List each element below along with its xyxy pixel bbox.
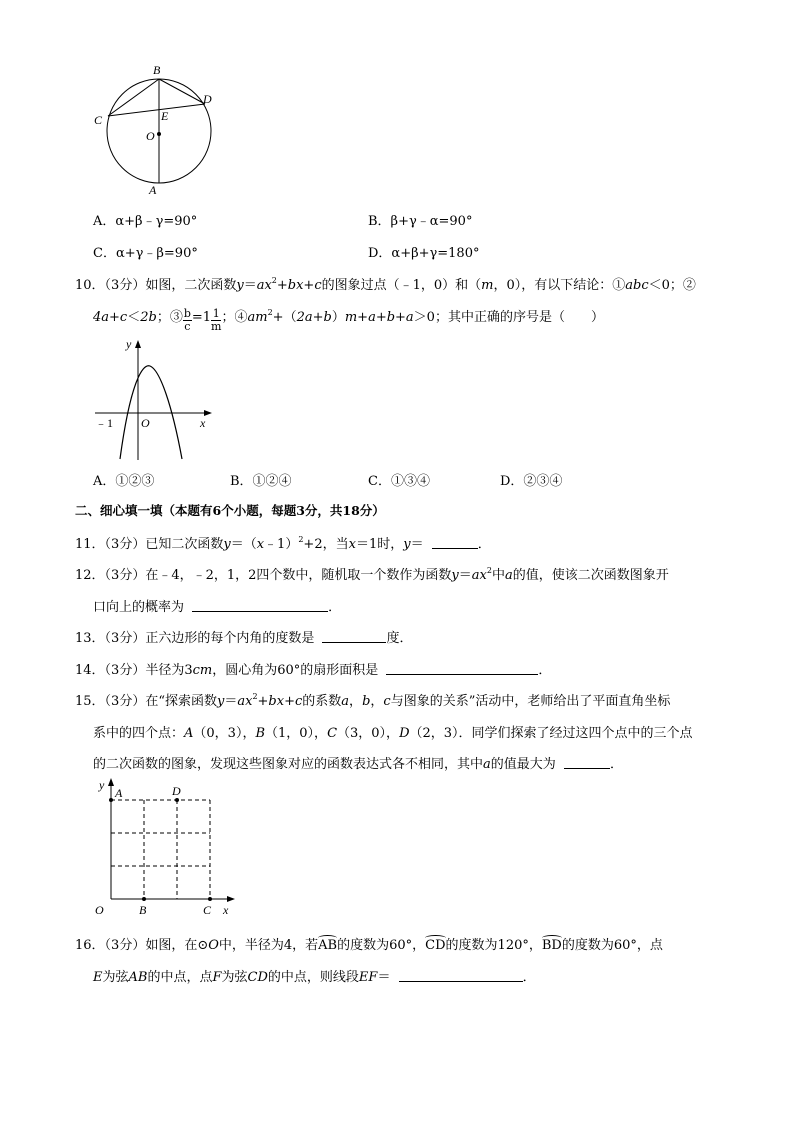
q9-option-d: D．α+β+γ=180°	[368, 246, 480, 261]
text: 的值最大为	[490, 757, 556, 772]
text: 12．（3分）在﹣4，﹣2，1，2四个数中，随机取一个数作为函数	[75, 568, 452, 583]
text: （0，3），	[193, 726, 256, 741]
label-O: O	[146, 129, 155, 143]
point-D	[175, 798, 179, 802]
text: 口向上的概率为	[93, 600, 185, 615]
text: 为弦	[221, 970, 248, 985]
text: 的度数为60°，点	[561, 938, 663, 953]
var: AB	[128, 970, 148, 985]
text: ）	[331, 310, 345, 325]
y-axis-arrow	[135, 340, 141, 348]
var: m	[481, 278, 494, 293]
var: ax	[471, 568, 487, 583]
q9-option-a: A．α+β﹣γ=90°	[93, 214, 198, 229]
var: b	[362, 694, 371, 709]
arc-ab: AB	[318, 938, 338, 953]
text: 的系数	[302, 694, 342, 709]
sup: 2	[298, 535, 304, 544]
label-D: D	[172, 784, 181, 798]
arc-bd: BD	[541, 938, 562, 953]
label-A: A	[115, 786, 123, 800]
frac-num: b	[183, 307, 191, 320]
label-y: y	[99, 778, 105, 792]
fraction-1-over-m	[211, 308, 221, 333]
label-A: A	[149, 183, 157, 197]
text: 14．（3分）半径为3	[75, 663, 193, 678]
q10-option-b: B．①②④	[230, 474, 292, 489]
point-C	[208, 897, 212, 901]
var: +bx+c	[257, 694, 303, 709]
text: ；④	[221, 310, 248, 325]
text: 中	[491, 568, 505, 583]
q16-line1	[75, 934, 663, 953]
var: B	[255, 726, 266, 741]
var: +bx+c	[276, 278, 322, 293]
section-title: 二、细心填一填（本题有6个小题，每题3分，共18分）	[75, 503, 385, 518]
text: ＝（	[230, 537, 257, 552]
text: ＝	[410, 537, 424, 552]
q15-line2	[93, 722, 693, 741]
fraction-b-over-c	[183, 308, 192, 333]
text: （1，0），	[265, 726, 328, 741]
arc-cd: CD	[425, 938, 446, 953]
q10-line1	[75, 274, 696, 293]
var: c	[383, 694, 391, 709]
text: ；③	[156, 310, 183, 325]
label-x: x	[223, 903, 229, 917]
q10-line2	[93, 306, 604, 333]
x-axis-arrow	[227, 896, 235, 902]
sup: 2	[486, 566, 492, 575]
text: =1	[191, 310, 212, 325]
label-E: E	[161, 109, 169, 123]
label-O: O	[141, 416, 150, 430]
var: y	[403, 537, 411, 552]
text: 15．（3分）在“探索函数	[75, 694, 217, 709]
var: E	[93, 970, 103, 985]
chord-bd	[159, 79, 205, 104]
label-B: B	[139, 903, 147, 917]
text: 10．（3分）如图，二次函数	[75, 278, 237, 293]
text: 为弦	[102, 970, 129, 985]
var: x	[256, 537, 265, 552]
q14	[75, 659, 551, 678]
q13	[75, 627, 412, 646]
text: 与图象的关系”活动中，老师给出了平面直角坐标	[390, 694, 671, 709]
text: ＝	[243, 278, 257, 293]
text: +2，当	[303, 537, 349, 552]
var: A	[184, 726, 194, 741]
text: ．	[609, 757, 623, 772]
answer-blank[interactable]	[386, 663, 538, 675]
text: 系中的四个点：	[93, 726, 185, 741]
text: 的图象过点（﹣1，0）和（	[321, 278, 482, 293]
text: ．	[477, 537, 491, 552]
q16-line2	[93, 966, 536, 985]
q15-line1	[75, 690, 670, 709]
q12-line1	[75, 564, 669, 583]
var: ax	[256, 278, 272, 293]
sup: 2	[252, 692, 258, 701]
q10-option-d: D．②③④	[500, 474, 563, 489]
parabola-figure	[90, 335, 220, 465]
q9-option-c: C．α+γ﹣β=90°	[93, 246, 198, 261]
frac-num: 1	[212, 307, 220, 320]
var: cm	[192, 663, 213, 678]
text: （2，3）．同学们探索了经过这四个点中的三个点	[409, 726, 693, 741]
var: CD	[247, 970, 268, 985]
text: ．	[538, 663, 552, 678]
answer-blank[interactable]	[564, 757, 610, 769]
var: ax	[237, 694, 253, 709]
text: ＝	[458, 568, 472, 583]
var: y	[451, 568, 459, 583]
var: 2a+b	[296, 310, 332, 325]
var: 4a+c	[93, 310, 128, 325]
text: 度．	[386, 631, 413, 646]
text: ＜	[127, 310, 141, 325]
var: EF	[358, 970, 378, 985]
label-O: O	[95, 903, 104, 917]
q9-option-b: B．β+γ﹣α=90°	[368, 214, 473, 229]
q15-line3	[93, 753, 623, 772]
label-y: y	[126, 337, 132, 351]
dashed-grid	[111, 800, 210, 899]
answer-blank[interactable]	[399, 970, 523, 982]
text: ，圆心角为60°的扇形面积是	[212, 663, 379, 678]
y-axis-arrow	[108, 778, 114, 786]
var: abc	[625, 278, 649, 293]
var: D	[399, 726, 410, 741]
text: ．	[522, 970, 536, 985]
var: 2b	[140, 310, 157, 325]
text: 的值，使该二次函数图象开	[512, 568, 669, 583]
answer-blank[interactable]	[432, 537, 478, 549]
text: 中，半径为4，若	[218, 938, 319, 953]
var: am	[247, 310, 268, 325]
frac-den: c	[184, 320, 191, 333]
text: 的二次函数的图象，发现这些图象对应的函数表达式各不相同，其中	[93, 757, 484, 772]
var: C	[327, 726, 338, 741]
label-C: C	[203, 903, 212, 917]
q11	[75, 533, 491, 552]
text: 的度数为60°，	[337, 938, 426, 953]
q12-line2	[93, 596, 341, 615]
text: ＝	[224, 694, 238, 709]
text: ＞0；其中正确的序号是（ ）	[413, 310, 604, 325]
var: O	[208, 938, 219, 953]
var: x	[348, 537, 356, 552]
text: ，0），有以下结论：①	[493, 278, 626, 293]
label-x: x	[200, 416, 206, 430]
text: ，	[370, 694, 384, 709]
point-B	[142, 897, 146, 901]
circle-figure	[88, 58, 228, 198]
text: 的中点，点	[147, 970, 213, 985]
label-B: B	[153, 63, 161, 77]
answer-blank[interactable]	[192, 600, 328, 612]
sup: 2	[271, 276, 277, 285]
text: 16．（3分）如图，在⊙	[75, 938, 209, 953]
label-C: C	[94, 113, 103, 127]
var: F	[212, 970, 222, 985]
sup: 2	[267, 308, 273, 317]
q10-option-c: C．①③④	[368, 474, 430, 489]
var: m+a+b+a	[344, 310, 414, 325]
text: ，	[349, 694, 363, 709]
var: a	[483, 757, 491, 772]
text: +（	[272, 310, 297, 325]
text: ＝	[377, 970, 391, 985]
var: y	[236, 278, 244, 293]
center-dot	[157, 132, 161, 136]
var: y	[216, 694, 225, 709]
q10-option-a: A．①②③	[93, 474, 155, 489]
point-A	[109, 798, 113, 802]
text: ﹣1）	[264, 537, 299, 552]
label-D: D	[203, 92, 212, 106]
var: a	[341, 694, 350, 709]
text: 的度数为120°，	[445, 938, 542, 953]
grid-figure	[90, 775, 240, 920]
frac-den: m	[211, 320, 222, 333]
label-neg1: ﹣1	[95, 416, 114, 430]
text: 11．（3分）已知二次函数	[75, 537, 224, 552]
var: y	[223, 537, 231, 552]
answer-blank[interactable]	[322, 631, 386, 643]
text: 的中点，则线段	[267, 970, 359, 985]
text: （3，0），	[337, 726, 400, 741]
text: ＜0；②	[648, 278, 696, 293]
text: ＝1时，	[355, 537, 404, 552]
text: ．	[328, 600, 342, 615]
text: 13．（3分）正六边形的每个内角的度数是	[75, 631, 315, 646]
parabola-curve	[120, 366, 182, 459]
var: a	[504, 568, 513, 583]
